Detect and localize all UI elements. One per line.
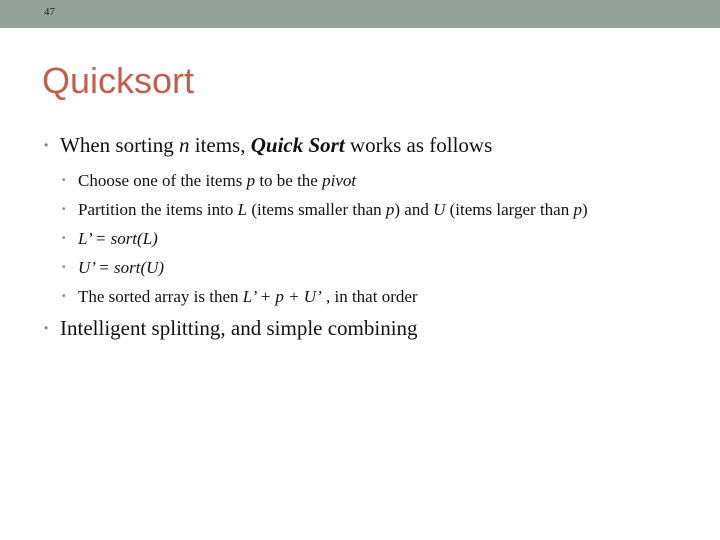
bullet-text-italic: L [237, 200, 248, 219]
bullet-icon: • [44, 138, 49, 152]
bullet-text: , in that order [321, 287, 418, 306]
bullet-text-italic: pivot [322, 171, 357, 190]
slide-content [44, 130, 704, 343]
bullet-text: (items smaller than [247, 200, 386, 219]
bullet-text: When sorting [60, 133, 179, 157]
bullet-text-italic: n [178, 133, 190, 157]
bullet-text: The sorted array is then [78, 287, 243, 306]
bullet-text-italic: U’ = sort(U) [78, 258, 165, 277]
bullet-text: Choose one of the items [78, 171, 247, 190]
bullet-text-italic: p [385, 200, 395, 219]
bullet-level2 [44, 282, 704, 311]
bullet-text: Partition the items into [78, 200, 238, 219]
bullet-text-italic: L’ + p + U’ [242, 287, 322, 306]
bullet-text-italic: L’ = sort(L) [78, 229, 158, 248]
bullet-text-italic: p [573, 200, 582, 219]
bullet-icon: • [62, 204, 66, 215]
bullet-icon: • [44, 321, 49, 335]
bullet-text: ) [581, 200, 588, 219]
bullet-level2 [44, 195, 704, 224]
sub-bullet-list [44, 166, 704, 311]
bullet-level1 [44, 130, 704, 160]
slide-number: 47 [44, 6, 55, 18]
bullet-text-italic: U [433, 200, 446, 219]
bullet-icon: • [62, 262, 66, 273]
bullet-text: Intelligent splitting, and simple combining [60, 316, 418, 340]
bullet-text: works as follows [344, 133, 493, 157]
bullet-text: ) and [394, 200, 434, 219]
bullet-text: items, [189, 133, 251, 157]
bullet-icon: • [62, 175, 66, 186]
bullet-level2 [44, 166, 704, 195]
bullet-icon: • [62, 291, 66, 302]
bullet-text: to be the [255, 171, 323, 190]
header-bar [0, 0, 720, 28]
slide-title: Quicksort [42, 60, 195, 101]
bullet-level1 [44, 313, 704, 343]
bullet-icon: • [62, 233, 66, 244]
bullet-text: (items larger than [445, 200, 574, 219]
bullet-level2 [44, 253, 704, 282]
bullet-text-bold-italic: Quick Sort [250, 133, 345, 157]
bullet-text-italic: p [246, 171, 256, 190]
bullet-level2 [44, 224, 704, 253]
